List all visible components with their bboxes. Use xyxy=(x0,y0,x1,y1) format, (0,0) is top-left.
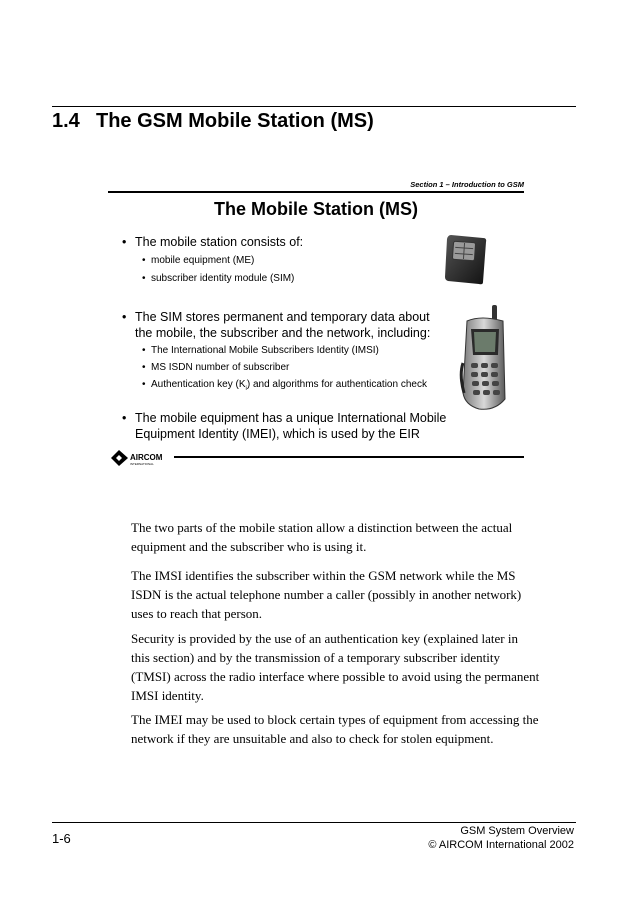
bullet-text: the mobile, the subscriber and the network, including: xyxy=(135,326,431,340)
sim-card-image xyxy=(443,232,489,286)
slide-subbullet: • MS ISDN number of subscriber xyxy=(142,362,290,373)
slide-subbullet: • Authentication key $(K_i)$ and algorithms for authentication check xyxy=(142,379,427,392)
paragraph-1: The two parts of the mobile station allow a distinction between the actual equipment and the subscriber who is using it. xyxy=(131,520,513,554)
slide-subbullet: • mobile equipment (ME) xyxy=(142,255,255,266)
bullet-dot: • xyxy=(122,310,127,324)
bullet-dot: • xyxy=(122,235,127,249)
section-heading xyxy=(52,110,374,133)
svg-text:INTERNATIONAL: INTERNATIONAL xyxy=(130,462,154,466)
paragraph-2: The IMSI identifies the subscriber within the GSM network while the MS ISDN is the actual telephone number a caller (possibly in another network) uses to reach that person. xyxy=(131,568,522,621)
section-title: The GSM Mobile Station (MS) xyxy=(96,110,374,132)
header-rule xyxy=(52,106,576,107)
page-number: 1-6 xyxy=(52,831,71,846)
paragraph-4: The IMEI may be used to block certain types of equipment from accessing the network if they are unsuitable and also to check for stolen equipment. xyxy=(131,712,539,746)
bullet-text: The mobile station consists of: xyxy=(135,235,304,249)
footer-rule xyxy=(52,822,576,823)
paragraph-3: Security is provided by the use of an authentication key (explained later in this section) and by the transmission of a temporary subscriber identity (TMSI) across the radio interface where possible to avoid using the permanent IMSI identity. xyxy=(131,631,540,703)
mobile-phone-image xyxy=(455,303,511,413)
slide-subbullet: • The International Mobile Subscribers Identity (IMSI) xyxy=(142,345,379,356)
bullet-text: The mobile equipment has a unique International Mobile xyxy=(135,411,447,425)
slide-top-rule xyxy=(108,191,524,193)
slide-section-tag: Section 1 – Introduction to GSM xyxy=(410,180,524,189)
footer-doc-title: GSM System Overview xyxy=(460,825,574,837)
slide-title: The Mobile Station (MS) xyxy=(214,199,418,219)
slide-bottom-rule xyxy=(174,456,524,458)
aircom-logo xyxy=(110,448,176,468)
slide-subbullet: • subscriber identity module (SIM) xyxy=(142,273,295,284)
footer-doc-info xyxy=(428,825,574,852)
footer-copyright: © AIRCOM International 2002 xyxy=(428,838,574,851)
svg-text:AIRCOM: AIRCOM xyxy=(130,453,163,462)
bullet-text: Equipment Identity (IMEI), which is used by the EIR xyxy=(135,427,420,441)
bullet-text: The SIM stores permanent and temporary data about xyxy=(135,310,430,324)
bullet-dot: • xyxy=(122,411,127,425)
section-number: 1.4 xyxy=(52,110,80,132)
